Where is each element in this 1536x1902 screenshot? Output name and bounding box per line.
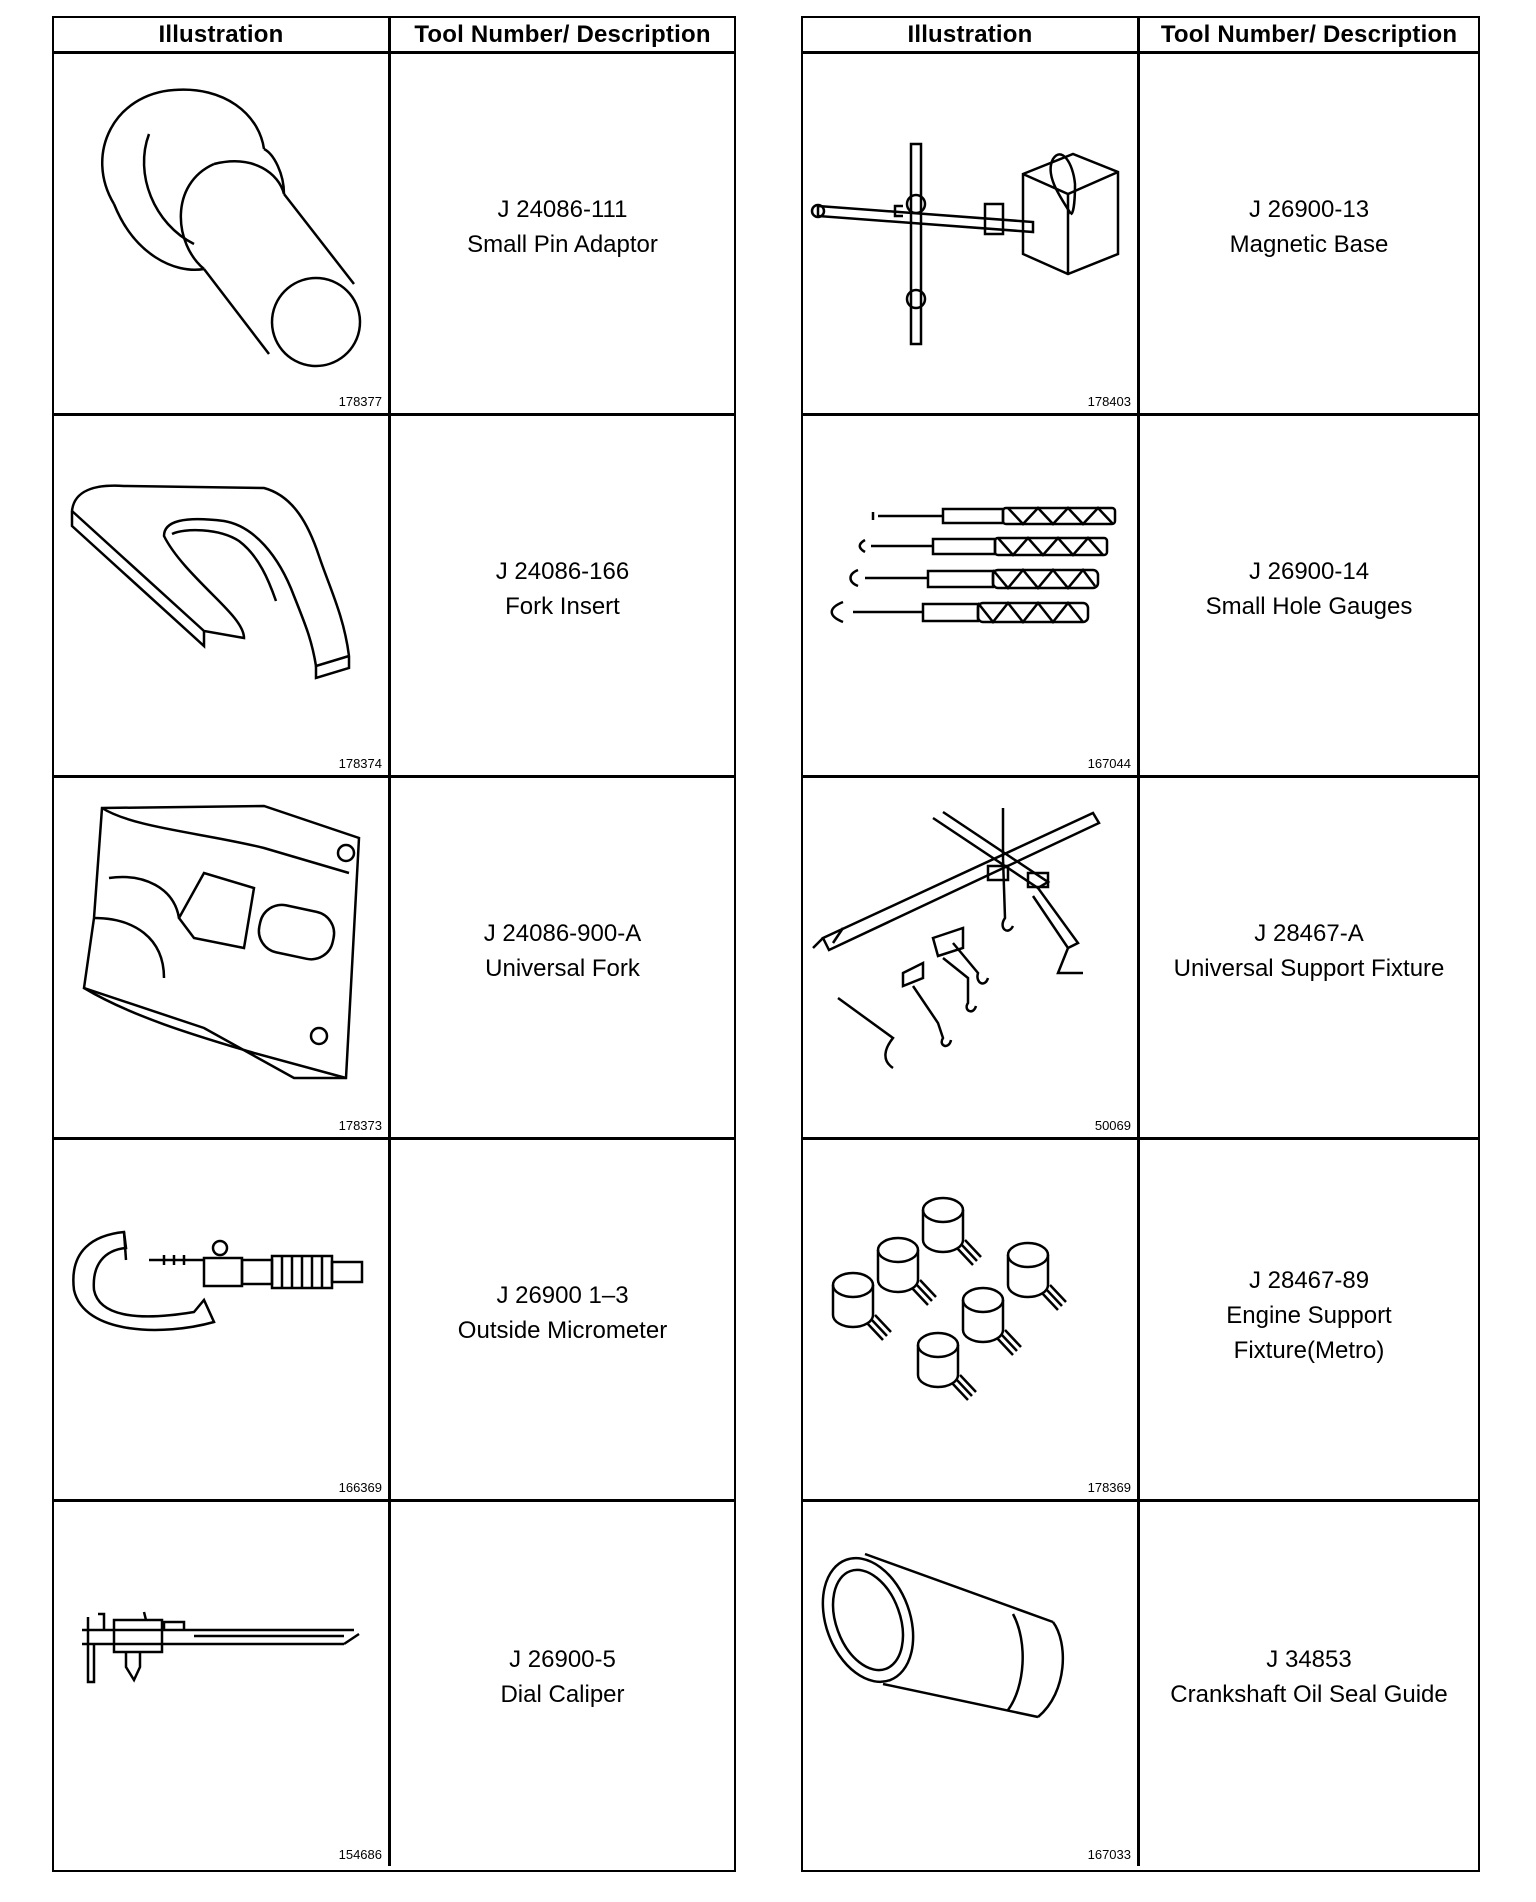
table-row — [54, 1502, 734, 1866]
figure-number: 178377 — [338, 394, 382, 409]
table-row — [54, 54, 734, 416]
table-row — [54, 778, 734, 1140]
tool-description: Magnetic Base — [1229, 230, 1389, 258]
illustration-cell — [54, 54, 391, 413]
figure-number: 178403 — [1087, 394, 1131, 409]
tool-description: Small Pin Adaptor — [467, 230, 658, 258]
tool-table-right — [801, 16, 1480, 1872]
description-cell — [1140, 416, 1478, 775]
universal-fork-icon — [54, 778, 388, 1118]
tool-description: Dial Caliper — [500, 1681, 625, 1708]
table-header — [54, 18, 734, 54]
table-row — [803, 1502, 1478, 1866]
table-row — [803, 1140, 1478, 1502]
tool-number: J 24086-111 — [497, 195, 628, 223]
illustration-cell — [803, 778, 1140, 1137]
figure-number: 178374 — [338, 756, 382, 771]
tool-description: Engine Support — [1226, 1301, 1392, 1329]
tool-description: Small Hole Gauges — [1205, 592, 1413, 620]
tool-description-line2: Fixture(Metro) — [1233, 1336, 1385, 1364]
support-fixture-icon — [803, 778, 1137, 1118]
tool-description: Fork Insert — [505, 592, 620, 620]
tool-description: Universal Fork — [485, 954, 640, 982]
figure-number: 167044 — [1087, 756, 1131, 771]
tool-number: J 26900-5 — [509, 1646, 616, 1673]
tool-number: J 34853 — [1266, 1646, 1352, 1673]
description-cell — [1140, 1502, 1478, 1866]
illustration-cell — [54, 1502, 391, 1866]
table-row — [803, 54, 1478, 416]
illustration-cell — [54, 778, 391, 1137]
magnetic-base-icon — [803, 54, 1137, 394]
table-header — [803, 18, 1478, 54]
description-cell — [391, 416, 734, 775]
description-cell — [391, 778, 734, 1137]
tool-table-left — [52, 16, 736, 1872]
tool-number: J 28467-A — [1254, 919, 1364, 947]
tool-description: Crankshaft Oil Seal Guide — [1170, 1681, 1448, 1708]
figure-number: 178369 — [1087, 1480, 1131, 1495]
description-cell — [391, 54, 734, 413]
figure-number: 50069 — [1094, 1118, 1131, 1133]
table-row — [54, 1140, 734, 1502]
table-row — [803, 416, 1478, 778]
table-row — [803, 778, 1478, 1140]
header-illustration: Illustration — [803, 18, 1140, 51]
figure-number: 166369 — [338, 1480, 382, 1495]
tool-description: Outside Micrometer — [457, 1316, 668, 1344]
hole-gauges-icon — [803, 416, 1137, 756]
pin-adaptor-icon — [54, 54, 388, 394]
figure-number: 178373 — [338, 1118, 382, 1133]
header-description: Tool Number/ Description — [1160, 20, 1458, 48]
fork-insert-icon — [54, 416, 388, 756]
figure-number: 154686 — [338, 1847, 382, 1862]
tool-number: J 26900-13 — [1248, 195, 1370, 223]
tool-number: J 24086-900-A — [483, 919, 642, 947]
description-cell — [1140, 1140, 1478, 1499]
figure-number: 167033 — [1087, 1847, 1131, 1862]
description-cell — [1140, 778, 1478, 1137]
illustration-cell — [803, 54, 1140, 413]
caliper-icon — [54, 1502, 388, 1842]
engine-support-icon — [803, 1140, 1137, 1480]
header-description: Tool Number/ Description — [414, 20, 711, 48]
description-cell — [1140, 54, 1478, 413]
tool-description: Universal Support Fixture — [1173, 954, 1445, 982]
tool-number: J 24086-166 — [495, 557, 630, 585]
illustration-cell — [803, 1140, 1140, 1499]
description-cell — [391, 1502, 734, 1866]
table-row — [54, 416, 734, 778]
micrometer-icon — [54, 1140, 388, 1480]
illustration-cell — [54, 1140, 391, 1499]
illustration-cell — [803, 1502, 1140, 1866]
tool-number: J 26900 1–3 — [496, 1281, 629, 1309]
header-illustration: Illustration — [54, 18, 391, 51]
tool-number: J 28467-89 — [1248, 1266, 1370, 1294]
seal-guide-icon — [803, 1502, 1137, 1842]
illustration-cell — [803, 416, 1140, 775]
description-cell — [391, 1140, 734, 1499]
illustration-cell — [54, 416, 391, 775]
tool-number: J 26900-14 — [1248, 557, 1370, 585]
